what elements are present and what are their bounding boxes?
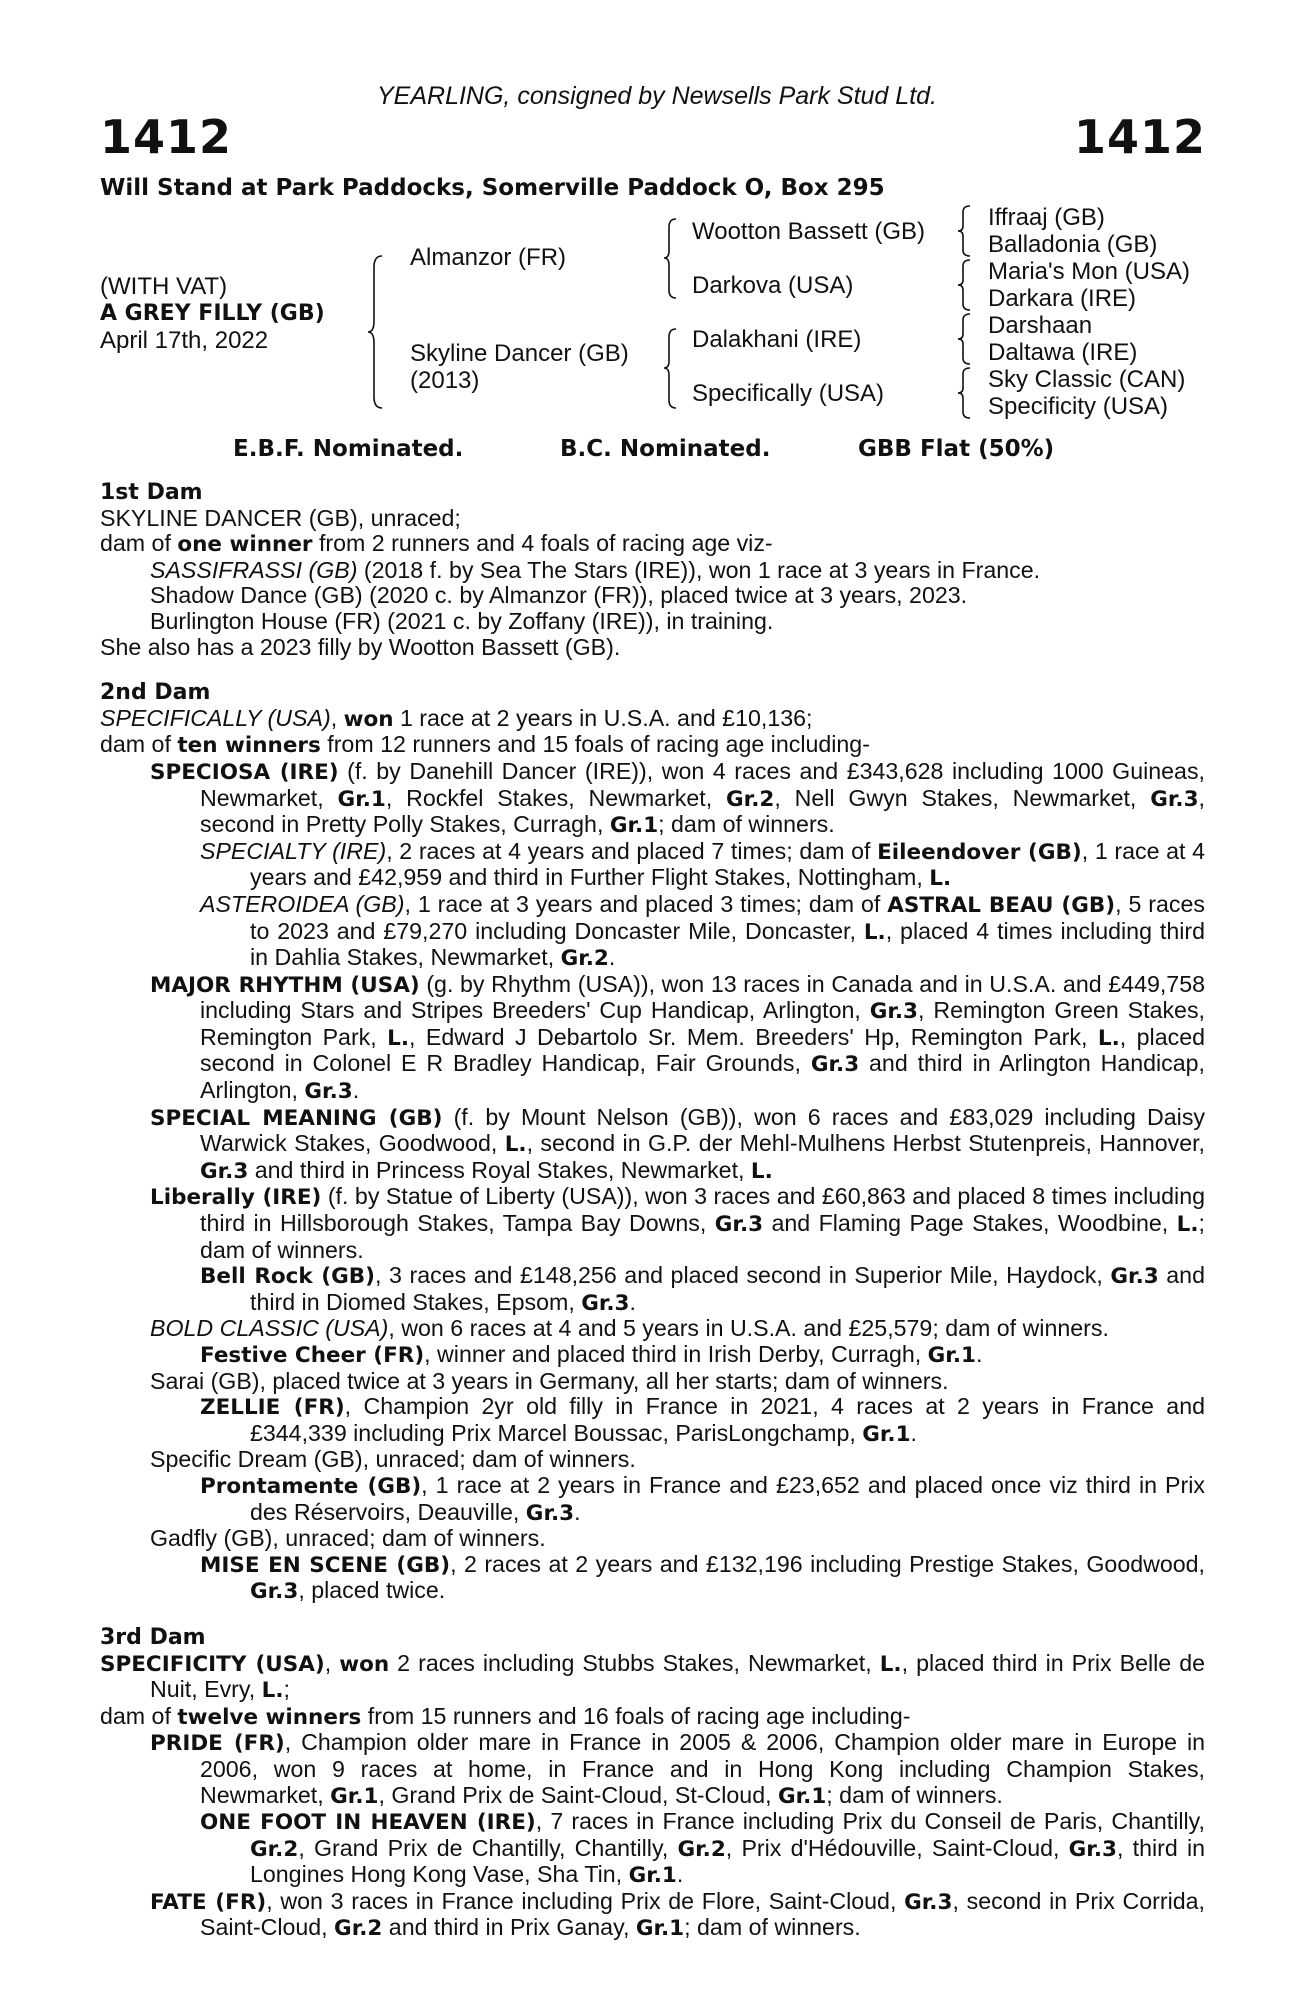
entry-prontamente [100, 1473, 1205, 1526]
horse-name: SPECIALTY (IRE) [200, 837, 387, 864]
horse-name: Festive Cheer (FR) [200, 1343, 425, 1368]
text: . [629, 1288, 636, 1315]
winners-count: one winner [177, 532, 313, 558]
consignment-line: YEARLING, consigned by Newsells Park Stud Ltd. [377, 82, 937, 110]
horse-name: MAJOR RHYTHM (USA) [150, 972, 420, 998]
ancestor-g5: Darshaan [988, 312, 1093, 339]
entry-special-meaning [100, 1105, 1205, 1185]
grade: Gr.3 [525, 1500, 575, 1526]
won-label: won [339, 1651, 390, 1677]
grade: L. [504, 1132, 527, 1158]
grade: Gr.3 [810, 1052, 860, 1078]
text: and third in Princess Royal Stakes, Newmarket, [248, 1156, 751, 1183]
text: . [910, 1419, 917, 1446]
text: dam of [100, 530, 178, 557]
third-dam-heading: 3rd Dam [100, 1624, 206, 1650]
text: , [330, 704, 344, 731]
text: ; [283, 1676, 290, 1703]
grade: Gr.3 [304, 1079, 353, 1105]
text: , Nell Gwyn Stakes, Newmarket, [774, 784, 1151, 811]
horse-name: PRIDE (FR) [150, 1731, 285, 1757]
entry-specialty [100, 839, 1205, 892]
text: , 1 race at 3 years and placed 3 times; dam of [404, 890, 888, 917]
vat-note: (WITH VAT) [100, 273, 228, 300]
grade: Gr.3 [200, 1158, 249, 1184]
grade: L. [750, 1158, 773, 1184]
text: , placed 4 times including third in Dahlia Stakes, Newmarket, [250, 917, 1205, 971]
grade: Gr.3 [250, 1579, 299, 1605]
horse-name: ASTEROIDEA (GB) [200, 890, 405, 917]
sire-dam: Darkova (USA) [692, 272, 854, 299]
grade: Gr.2 [677, 1836, 726, 1862]
text: , [324, 1649, 340, 1676]
won-label: won [343, 706, 394, 732]
grade: Gr.3 [1150, 786, 1199, 812]
text: , won 6 races at 4 and 5 years in U.S.A. and £25,579; dam of winners. [388, 1315, 1109, 1342]
text: , 7 races in France including Prix du Conseil de Paris, Chantilly, [535, 1808, 1205, 1835]
entry-major-rhythm [100, 972, 1205, 1105]
text: . [676, 1861, 684, 1888]
grade: Gr.1 [927, 1343, 976, 1368]
text: and third in Diomed Stakes, Epsom, [250, 1262, 1205, 1315]
text: ; dam of winners. [684, 1914, 861, 1941]
grade: L. [261, 1678, 284, 1704]
horse-name: Liberally (IRE) [150, 1185, 322, 1211]
third-dam-record [100, 1704, 1205, 1731]
brace-sire [664, 218, 680, 300]
winners-count: ten winners [177, 733, 321, 759]
first-dam-line: SKYLINE DANCER (GB), unraced; [100, 504, 461, 531]
sire-sire: Wootton Bassett (GB) [692, 218, 925, 245]
brace-g4 [958, 367, 972, 421]
text: from 15 runners and 16 foals of racing age including- [361, 1702, 911, 1729]
grade: L. [929, 866, 952, 892]
text: , 5 races to 2023 and £79,270 including Doncaster Mile, Doncaster, [250, 890, 1205, 944]
text: from 2 runners and 4 foals of racing age viz- [312, 530, 773, 557]
horse-name: BOLD CLASSIC (USA) [150, 1315, 389, 1342]
entry-specific-dream: Specific Dream (GB), unraced; dam of winners. [150, 1446, 636, 1473]
text: from 12 runners and 15 foals of racing age including- [320, 731, 870, 758]
brace-main [368, 255, 388, 410]
horse-name: Eileendover (GB) [877, 839, 1082, 865]
offspring-name: SASSIFRASSI (GB) [150, 556, 358, 583]
entry-bold-classic [100, 1316, 1205, 1342]
text: (f. by Danehill Dancer (IRE)), won 4 races and £343,628 including 1000 Guineas, Newmarket, [200, 757, 1205, 811]
sire: Almanzor (FR) [410, 244, 567, 271]
ancestor-g4: Darkara (IRE) [988, 285, 1137, 312]
text: , placed third in Prix Belle de Nuit, Evry, [150, 1649, 1205, 1703]
offspring-1 [100, 558, 1205, 584]
text: ; dam of winners. [200, 1210, 1205, 1263]
text: ; dam of winners. [826, 1781, 1003, 1808]
text: , winner and placed third in Irish Derby, Curragh, [424, 1341, 928, 1367]
second-dam-heading: 2nd Dam [100, 680, 211, 706]
bc-nomination: B.C. Nominated. [560, 436, 771, 462]
text: , 2 races at 2 years and £132,196 including Prestige Stakes, Goodwood, [450, 1550, 1205, 1577]
text: and third in Arlington Handicap, Arlington, [200, 1050, 1205, 1104]
dam-sire: Dalakhani (IRE) [692, 326, 862, 353]
text: , Champion 2yr old filly in France in 2021, 4 races at 2 years in France and £344,339 including Prix Marcel Boussac, ParisLongchamp, [250, 1393, 1205, 1446]
text: ; dam of winners. [658, 811, 835, 838]
text: , placed twice. [298, 1577, 446, 1604]
text: , Remington Green Stakes, Remington Park, [200, 997, 1205, 1050]
first-dam-record [100, 531, 1205, 558]
second-dam-record [100, 732, 1205, 759]
horse-name: ZELLIE (FR) [200, 1395, 345, 1421]
text: , second in Pretty Polly Stakes, Curragh, [200, 784, 1205, 838]
grade: Gr.3 [714, 1212, 764, 1238]
offspring-details: (2018 f. by Sea The Stars (IRE)), won 1 race at 3 years in France. [357, 556, 1041, 583]
horse-name: MISE EN SCENE (GB) [200, 1552, 451, 1578]
ancestor-g2: Balladonia (GB) [988, 231, 1158, 258]
brace-g1 [958, 205, 972, 259]
text: , 3 races and £148,256 and placed second in Superior Mile, Haydock, [375, 1262, 1111, 1289]
text: dam of [100, 731, 178, 758]
text: (g. by Rhythm (USA)), won 13 races in Canada and in U.S.A. and £449,758 including Stars and Stripes Breeders' Cup Handicap, Arlington, [200, 970, 1205, 1024]
text: , won 3 races in France including Prix de Flore, Saint-Cloud, [266, 1887, 905, 1914]
grade: Gr.2 [250, 1836, 299, 1862]
entry-festive-cheer [100, 1342, 1205, 1369]
grade: L. [879, 1651, 902, 1677]
winners-count: twelve winners [177, 1704, 362, 1730]
horse-name: SPECIOSA (IRE) [150, 759, 339, 785]
grade: L. [1097, 1025, 1120, 1051]
text: and Flaming Page Stakes, Woodbine, [763, 1210, 1177, 1237]
entry-liberally [100, 1184, 1205, 1263]
foaling-date: April 17th, 2022 [100, 327, 269, 354]
grade: Gr.1 [330, 1783, 379, 1809]
text: (f. by Statue of Liberty (USA)), won 3 races and £60,863 and placed 8 times including third in Hillsborough Stakes, Tampa Bay Downs, [200, 1183, 1205, 1237]
first-dam-heading: 1st Dam [100, 480, 203, 505]
text: , Edward J Debartolo Sr. Mem. Breeders' Hp, Remington Park, [409, 1023, 1098, 1050]
ancestor-g7: Sky Classic (CAN) [988, 366, 1186, 393]
dam-dam: Specifically (USA) [692, 380, 885, 407]
third-dam-line [100, 1651, 1205, 1704]
grade: L. [863, 919, 886, 945]
ebf-nomination: E.B.F. Nominated. [233, 436, 464, 462]
text: , third in Longines Hong Kong Vase, Sha Tin, [250, 1834, 1205, 1888]
text: , Champion older mare in France in 2005 & 2006, Champion older mare in Europe in 2006, won 9 races at home, in France and in Hong Kong including Champion Stakes, Newmarket, [200, 1729, 1205, 1808]
text: , 1 race at 4 years and £42,959 and third in Further Flight Stakes, Nottingham, [250, 837, 1205, 891]
grade: Gr.1 [609, 813, 659, 839]
grade: L. [1176, 1212, 1199, 1238]
brace-g2 [958, 259, 972, 313]
horse-name: A GREY FILLY (GB) [100, 301, 325, 326]
ancestor-g3: Maria's Mon (USA) [988, 258, 1190, 285]
grade: Gr.2 [726, 786, 775, 812]
text: . [574, 1498, 581, 1525]
entry-mise-en-scene [100, 1552, 1205, 1605]
lot-number-right: 1412 [1073, 110, 1206, 164]
text: (f. by Mount Nelson (GB)), won 6 races and £83,029 including Daisy Warwick Stakes, Goodwood, [200, 1103, 1206, 1157]
stand-location: Will Stand at Park Paddocks, Somerville Paddock O, Box 295 [100, 175, 885, 201]
offspring-2: Shadow Dance (GB) (2020 c. by Almanzor (FR)), placed twice at 3 years, 2023. [150, 582, 968, 609]
grade: L. [387, 1025, 410, 1051]
text: , 1 race at 2 years in France and £23,652 and placed once viz third in Prix des Réservoirs, Deauville, [250, 1471, 1205, 1525]
text: . [975, 1341, 983, 1367]
text: , placed second in Colonel E R Bradley Handicap, Fair Grounds, [200, 1023, 1205, 1077]
second-dam-line [100, 706, 1205, 733]
entry-sarai: Sarai (GB), placed twice at 3 years in Germany, all her starts; dam of winners. [150, 1367, 949, 1394]
text: . [608, 944, 616, 971]
text: , second in Prix Corrida, Saint-Cloud, [200, 1887, 1206, 1941]
ancestor-g8: Specificity (USA) [988, 393, 1169, 420]
entry-one-foot-in-heaven [100, 1809, 1205, 1889]
grade: Gr.1 [628, 1863, 677, 1889]
text: , second in G.P. der Mehl-Mulhens Herbst Stutenpreis, Hannover, [526, 1130, 1205, 1157]
text: , Prix d'Hédouville, Saint-Cloud, [725, 1834, 1069, 1861]
entry-speciosa [100, 759, 1205, 839]
grade: Gr.3 [581, 1290, 630, 1316]
horse-name: ONE FOOT IN HEAVEN (IRE) [200, 1810, 536, 1836]
gbb-flat: GBB Flat (50%) [858, 436, 1055, 462]
text: , 2 races at 4 years and placed 7 times; dam of [386, 837, 878, 864]
dam-name: SPECIFICALLY (USA) [100, 704, 331, 731]
dam-year: (2013) [410, 367, 480, 394]
horse-name: Prontamente (GB) [200, 1473, 422, 1499]
text: , Rockfel Stakes, Newmarket, [385, 784, 727, 811]
brace-dam [664, 328, 680, 410]
horse-name: SPECIAL MEANING (GB) [150, 1105, 443, 1131]
entry-bell-rock [100, 1263, 1205, 1316]
ancestor-g1: Iffraaj (GB) [988, 204, 1105, 231]
entry-zellie [100, 1394, 1205, 1447]
text: dam of [100, 1702, 178, 1729]
lot-number-left: 1412 [100, 110, 233, 164]
grade: Gr.1 [862, 1421, 911, 1447]
horse-name: ASTRAL BEAU (GB) [887, 892, 1116, 918]
dam-name: SPECIFICITY (USA) [100, 1651, 325, 1677]
grade: Gr.1 [635, 1916, 685, 1942]
text: , Grand Prix de Chantilly, Chantilly, [298, 1834, 678, 1861]
text: , Grand Prix de Saint-Cloud, St-Cloud, [378, 1781, 778, 1808]
grade: Gr.3 [904, 1889, 953, 1915]
grade: Gr.2 [560, 946, 609, 972]
entry-fate [100, 1889, 1205, 1942]
brace-g3 [958, 313, 972, 367]
text: 2 races including Stubbs Stakes, Newmarket, [389, 1649, 880, 1676]
entry-asteroidea [100, 892, 1205, 972]
text: . [352, 1077, 360, 1104]
dam: Skyline Dancer (GB) [410, 340, 629, 367]
entry-gadfly: Gadfly (GB), unraced; dam of winners. [150, 1525, 546, 1552]
text: and third in Prix Ganay, [382, 1914, 636, 1941]
catalogue-body [100, 480, 1205, 1942]
grade: Gr.3 [869, 999, 918, 1025]
horse-name: FATE (FR) [150, 1889, 267, 1915]
grade: Gr.3 [1068, 1836, 1117, 1862]
grade: Gr.1 [777, 1783, 827, 1809]
grade: Gr.2 [334, 1916, 383, 1942]
ancestor-g6: Daltawa (IRE) [988, 339, 1138, 366]
grade: Gr.1 [337, 786, 386, 812]
horse-name: Bell Rock (GB) [200, 1264, 375, 1290]
entry-pride [100, 1730, 1205, 1809]
text: 1 race at 2 years in U.S.A. and £10,136; [393, 704, 813, 731]
grade: Gr.3 [1110, 1264, 1159, 1290]
offspring-3: Burlington House (FR) (2021 c. by Zoffany (IRE)), in training. [150, 607, 774, 634]
first-dam-note: She also has a 2023 filly by Wootton Bassett (GB). [100, 633, 621, 660]
